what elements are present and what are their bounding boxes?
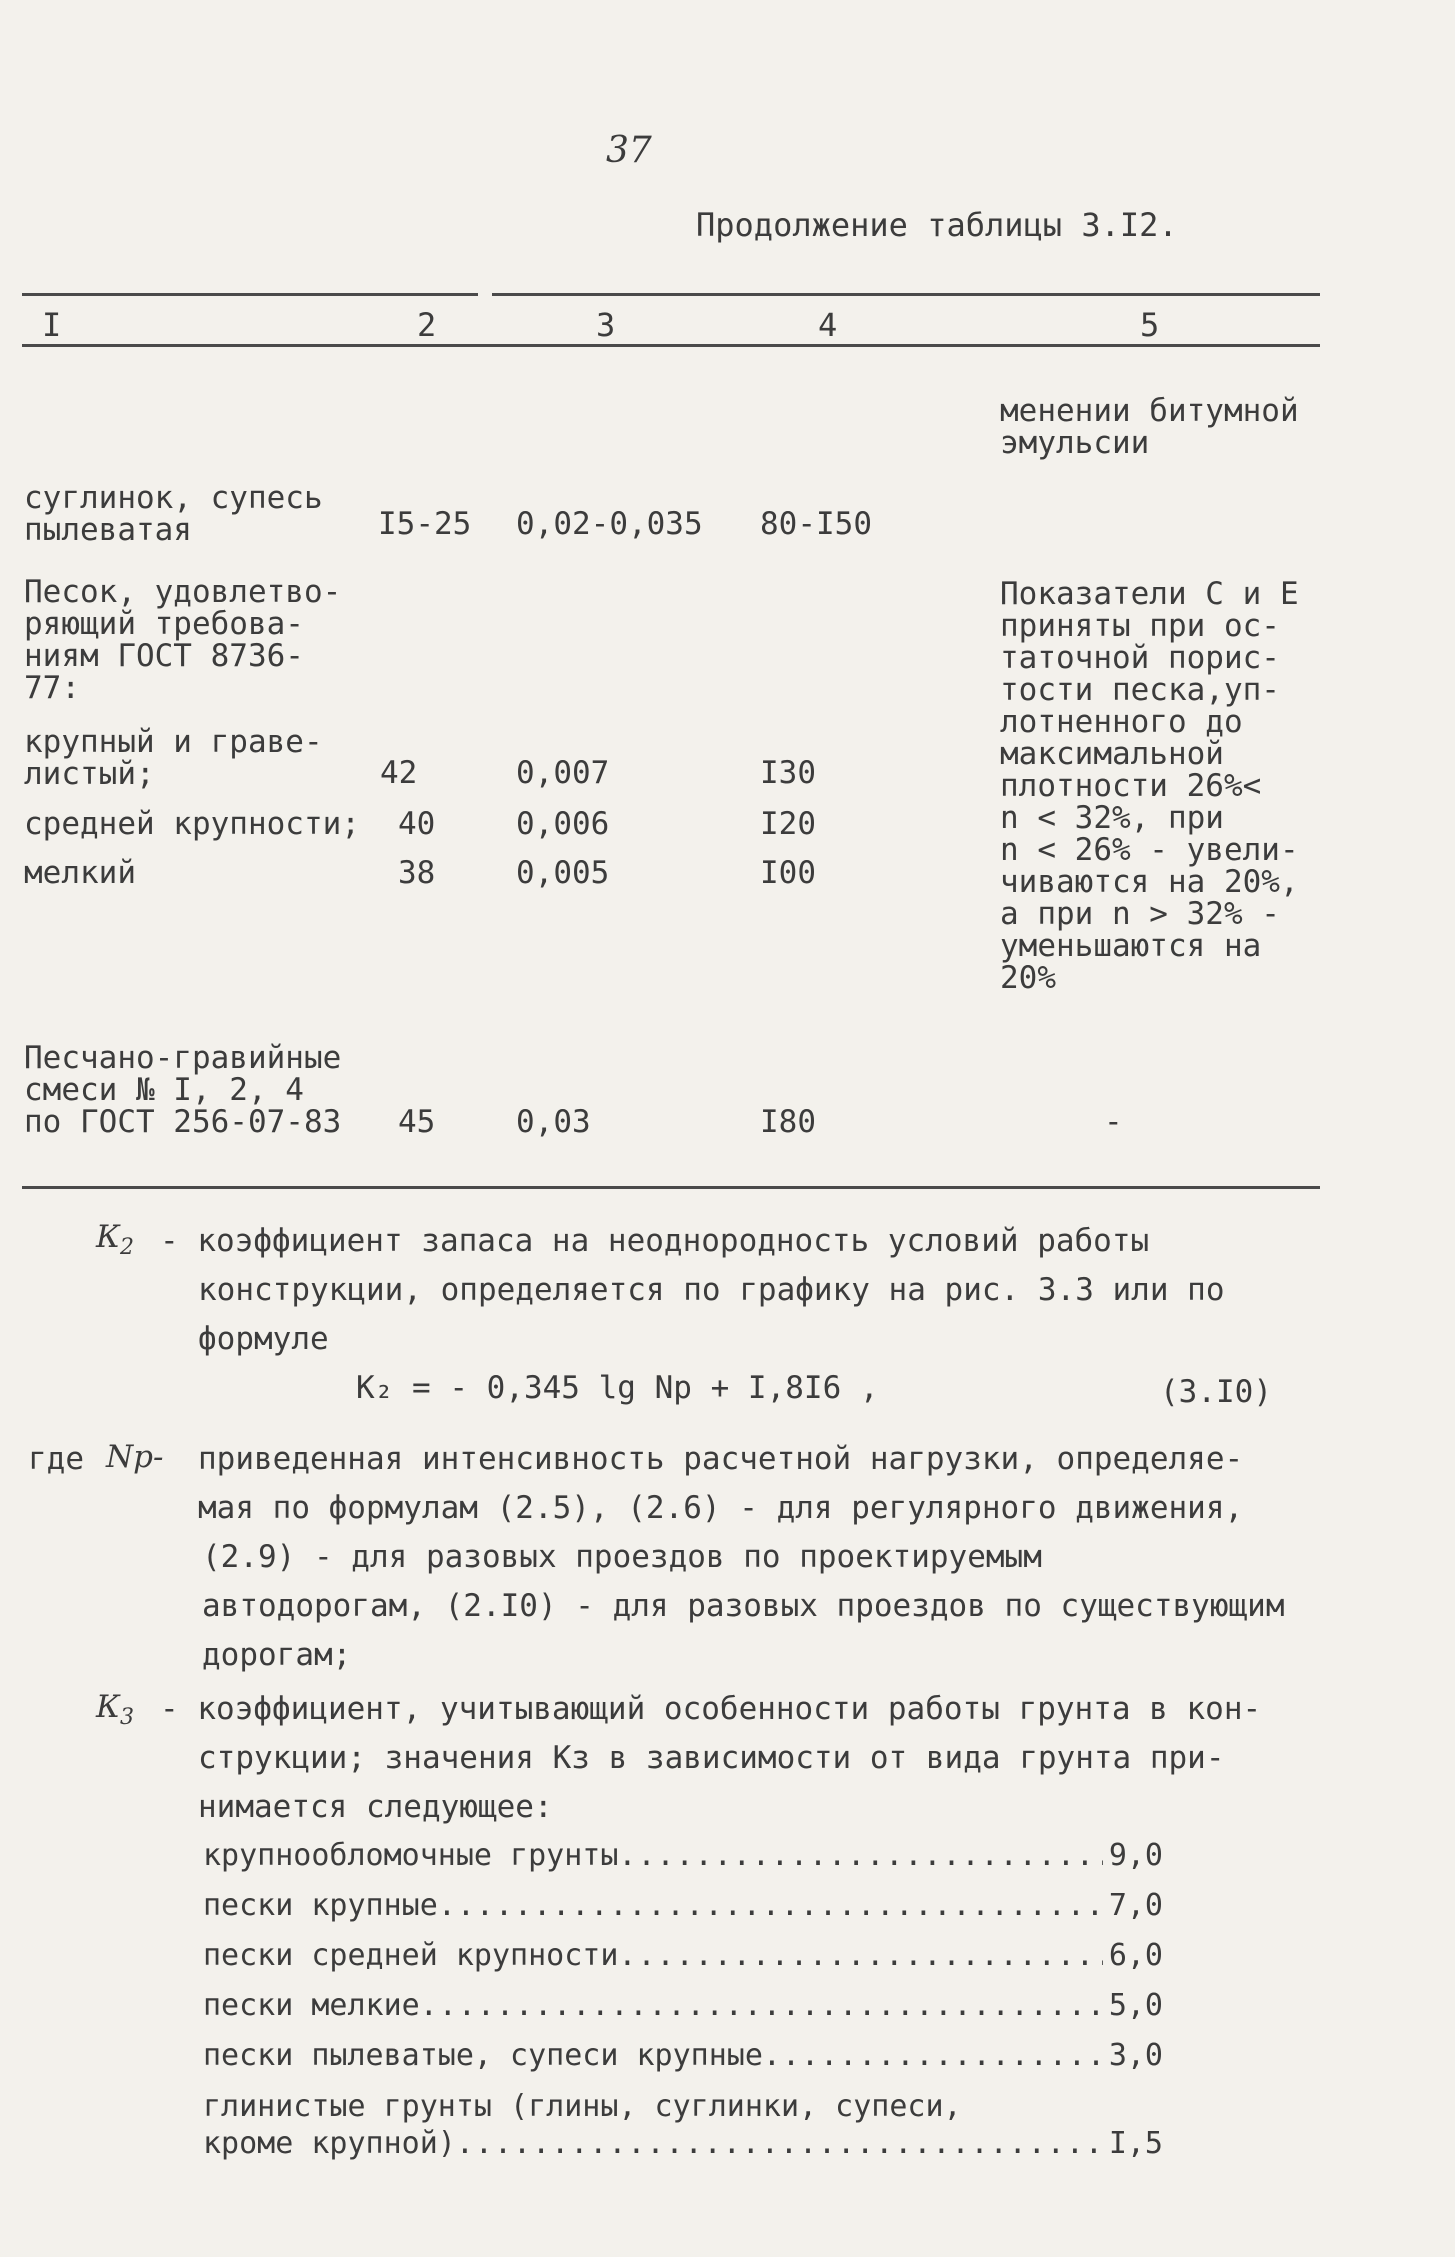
sand-row-coarse-col3: 0,007 <box>516 755 610 791</box>
row-loam-col3: 0,02-0,035 <box>516 506 703 542</box>
np-def-line-1: приведенная интенсивность расчетной нагрузки, определяе- <box>198 1441 1244 1477</box>
sand-row-fine-col3: 0,005 <box>516 855 610 891</box>
k3-list-value: 7,0 <box>1108 1888 1163 1923</box>
sand-note: Показатели С и Е приняты при ос- таточной порис- тости песка,уп- лотненного до максимальной плотности 26%< n < 32%, при n < 26% - увели- чиваются на 20%, а при n > 32% - уменьшаются на 20% <box>1000 576 1299 996</box>
sand-heading: Песок, удовлетво- ряющий требова- ниям ГОСТ 8736- 77: <box>24 574 342 706</box>
table-top-rule-right <box>492 293 1320 296</box>
sand-row-coarse-col2: 42 <box>380 755 418 791</box>
k3-list-value: 3,0 <box>1108 2038 1163 2073</box>
k3-list-item <box>203 2126 1163 2161</box>
k3-symbol <box>96 1690 134 1735</box>
sand-row-fine-col2: 38 <box>398 855 436 891</box>
sand-row-medium-col4: I20 <box>760 806 816 842</box>
sand-row-coarse-col4: I30 <box>760 755 816 791</box>
row-loam-col4: 80-I50 <box>760 506 872 542</box>
col-header-2: 2 <box>417 306 437 344</box>
k3-list-item <box>203 2038 1163 2073</box>
sand-row-coarse-name: крупный и граве- листый; <box>24 724 323 792</box>
k3-list-label: крупнообломочные грунты <box>203 1838 619 1873</box>
k3-list-label: пески крупные <box>203 1888 438 1923</box>
page-number: 37 <box>606 130 652 171</box>
k3-list-label: пески пылеватые, супеси крупные <box>203 2038 763 2073</box>
k3-list-item <box>203 1838 1163 1873</box>
k3-list-clay-line-1: глинистые грунты (глины, суглинки, супеси, <box>203 2089 962 2124</box>
k3-list-label: кроме крупной) <box>203 2126 456 2161</box>
np-def-line-3: (2.9) - для разовых проездов по проектируемым <box>202 1539 1042 1575</box>
k3-def-line-2: струкции; значения Кз в зависимости от вида грунта при- <box>198 1740 1225 1776</box>
np-def-line-2: мая по формулам (2.5), (2.6) - для регулярного движения, <box>198 1490 1244 1526</box>
k3-list-label: пески средней крупности <box>203 1938 619 1973</box>
col-header-1: I <box>42 306 62 344</box>
dot-leader <box>456 2126 1103 2161</box>
k3-def-line-3: нимается следующее: <box>198 1789 553 1825</box>
k3-list-item <box>203 1938 1163 1973</box>
k2-symbol <box>96 1220 134 1265</box>
k2-def-line-2: конструкции, определяется по графику на рис. 3.3 или по <box>198 1272 1225 1308</box>
dot-leader <box>438 1888 1103 1923</box>
row-gravel-name: Песчано-гравийные смеси № I, 2, 4 по ГОСТ 256-07-83 <box>24 1040 342 1140</box>
sand-row-fine-col4: I00 <box>760 855 816 891</box>
row-loam-name: суглинок, супесь пылеватая <box>24 480 323 548</box>
dot-leader <box>618 1938 1102 1973</box>
formula-k2: К₂ = - 0,345 lg Nр + I,8I6 , <box>356 1370 879 1406</box>
k3-subscript: 3 <box>120 1705 134 1731</box>
col-header-3: 3 <box>596 306 616 344</box>
col-header-4: 4 <box>818 306 838 344</box>
k2-def-line-1: - коэффициент запаса на неоднородность условий работы <box>160 1223 1150 1259</box>
sand-row-fine-name: мелкий <box>24 855 136 891</box>
k3-def-line-1: - коэффициент, учитывающий особенности работы грунта в кон- <box>160 1691 1262 1727</box>
row-gravel-col3: 0,03 <box>516 1104 591 1140</box>
k3-list-item <box>203 1888 1163 1923</box>
header-bottom-rule <box>22 344 1320 347</box>
k2-letter: К <box>96 1219 120 1255</box>
np-def-line-5: дорогам; <box>202 1637 352 1673</box>
k3-list-label: пески мелкие <box>203 1988 420 2023</box>
k2-subscript: 2 <box>120 1235 134 1261</box>
row-gravel-col5: - <box>1104 1104 1123 1140</box>
row-gravel-col4: I80 <box>760 1104 816 1140</box>
k3-letter: К <box>96 1689 120 1725</box>
table-top-rule-left <box>22 293 478 296</box>
dot-leader <box>763 2038 1103 2073</box>
k2-def-line-3: формуле <box>198 1321 329 1357</box>
formula-number: (3.I0) <box>1160 1374 1272 1410</box>
row-loam-col2: I5-25 <box>378 506 472 542</box>
k3-list-item <box>203 1988 1163 2023</box>
np-def-line-4: автодорогам, (2.I0) - для разовых проездов по существующим <box>202 1588 1285 1624</box>
continued-note: менении битумной эмульсии <box>1000 393 1299 461</box>
table-caption: Продолжение таблицы 3.I2. <box>696 206 1178 244</box>
sand-row-medium-name: средней крупности; <box>24 806 360 842</box>
k3-list-value: 5,0 <box>1108 1988 1163 2023</box>
k3-list-value: I,5 <box>1108 2126 1163 2161</box>
np-symbol: Nр- <box>106 1439 164 1475</box>
sand-row-medium-col2: 40 <box>398 806 436 842</box>
dot-leader <box>618 1838 1102 1873</box>
where-word: где <box>28 1441 84 1477</box>
sand-row-medium-col3: 0,006 <box>516 806 610 842</box>
k3-list-value: 9,0 <box>1108 1838 1163 1873</box>
col-header-5: 5 <box>1140 306 1160 344</box>
row-gravel-col2: 45 <box>398 1104 436 1140</box>
dot-leader <box>420 1988 1103 2023</box>
table-bottom-rule <box>22 1186 1320 1189</box>
k3-list-value: 6,0 <box>1108 1938 1163 1973</box>
